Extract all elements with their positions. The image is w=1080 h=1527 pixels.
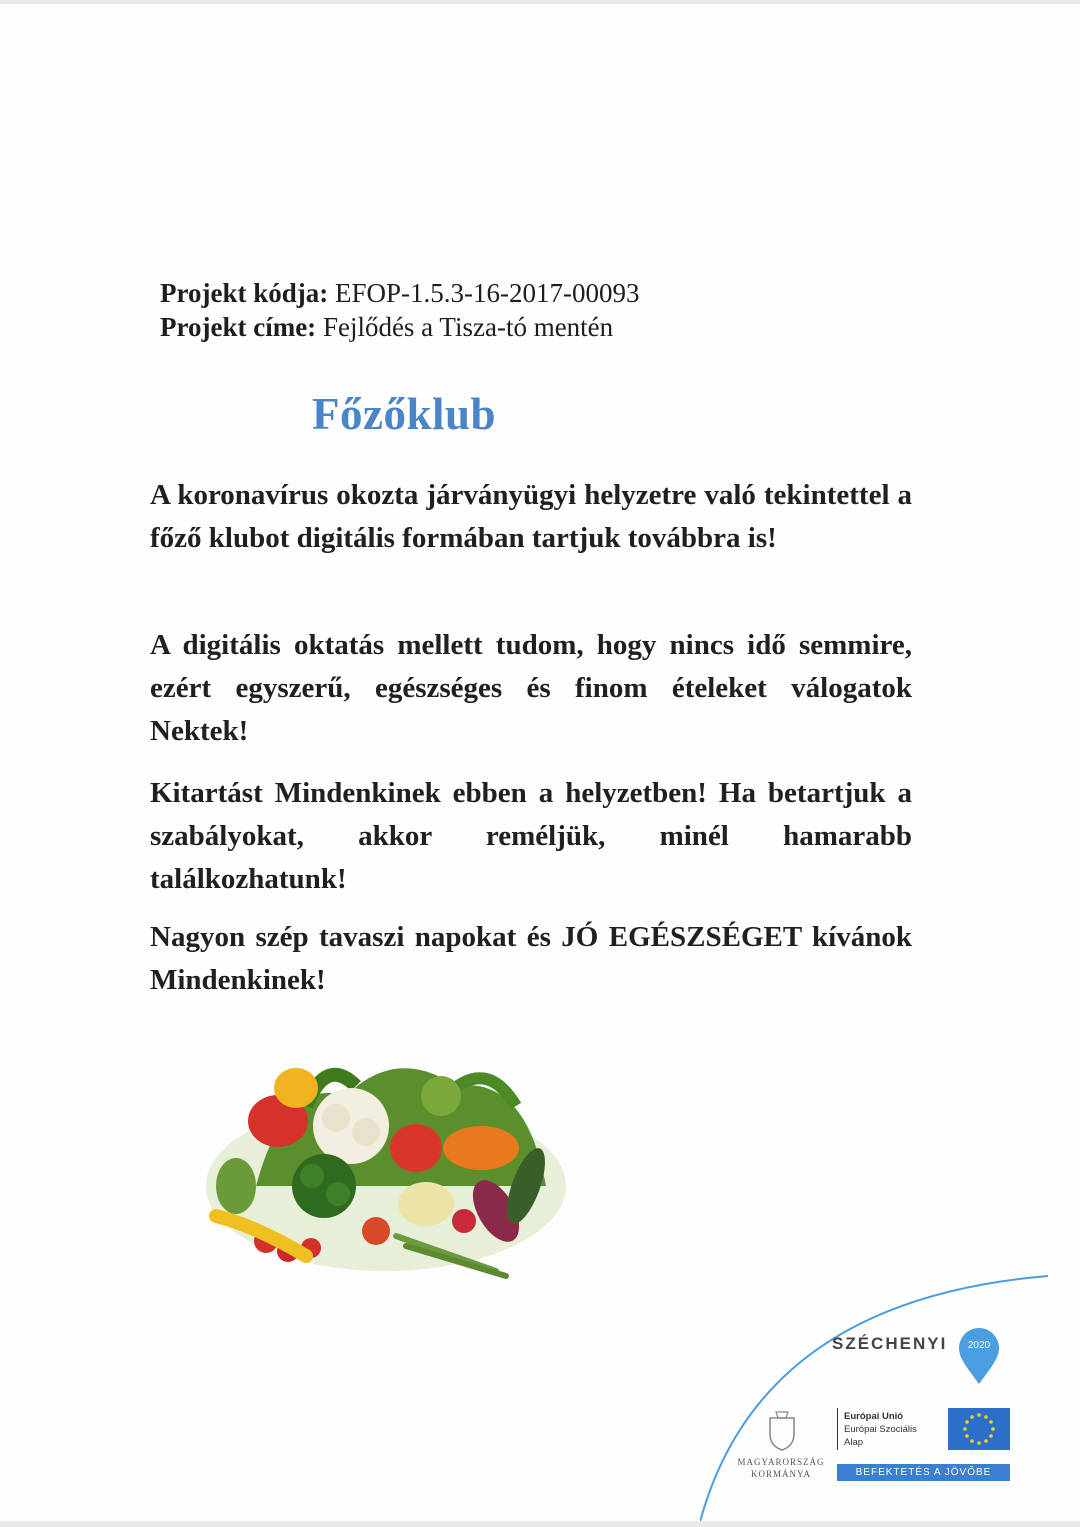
eu-line-3: Alap (844, 1437, 864, 1448)
project-title-value: Fejlődés a Tisza-tó mentén (322, 312, 614, 342)
crest-icon (764, 1410, 800, 1452)
project-title-label: Projekt címe: (160, 312, 317, 342)
scan-edge-bottom (0, 1521, 1080, 1527)
eu-slogan-bar: BEFEKTETÉS A JÖVŐBE (837, 1464, 1010, 1481)
project-code-row (160, 276, 640, 310)
eu-flag-icon (948, 1408, 1010, 1450)
project-info (160, 276, 640, 344)
eu-line-1: Európai Unió (844, 1411, 904, 1422)
scan-edge-top (0, 0, 1080, 4)
eu-divider (837, 1408, 838, 1450)
government-label (736, 1456, 826, 1480)
paragraph-wishes: Nagyon szép tavaszi napokat és JÓ EGÉSZSÉGET kívánok Mindenkinek! (150, 921, 912, 996)
decorative-arc (700, 1260, 1080, 1527)
szechenyi-year: 2020 (967, 1340, 991, 1351)
paragraph-digital: A digitális oktatás mellett tudom, hogy nincs idő semmire, ezért egyszerű, egészséges és finom ételeket válogatok Nektek! (150, 629, 912, 747)
page-title: Főzőklub (312, 389, 497, 439)
project-code-value: EFOP-1.5.3-16-2017-00093 (335, 278, 640, 308)
eu-line-2: Európai Szociális (844, 1424, 917, 1435)
funding-logos (700, 1260, 1080, 1527)
project-title-row (160, 310, 640, 344)
government-line-2: KORMÁNYA (750, 1469, 811, 1479)
government-line-1: MAGYARORSZÁG (737, 1457, 825, 1467)
szechenyi-logo-text: SZÉCHENYI (832, 1334, 948, 1353)
eu-label (844, 1410, 917, 1449)
map-pin-icon (956, 1326, 1002, 1386)
vegetables-image (196, 1036, 576, 1286)
project-code-label: Projekt kódja: (160, 278, 329, 308)
paragraph-encouragement: Kitartást Mindenkinek ebben a helyzetben! Ha betartjuk a szabályokat, akkor reméljük, minél hamarabb találkozhatunk! (150, 777, 912, 895)
paragraph-intro: A koronavírus okozta járványügyi helyzetre való tekintettel a főző klubot digitális formában tartjuk továbbra is! (150, 479, 912, 554)
